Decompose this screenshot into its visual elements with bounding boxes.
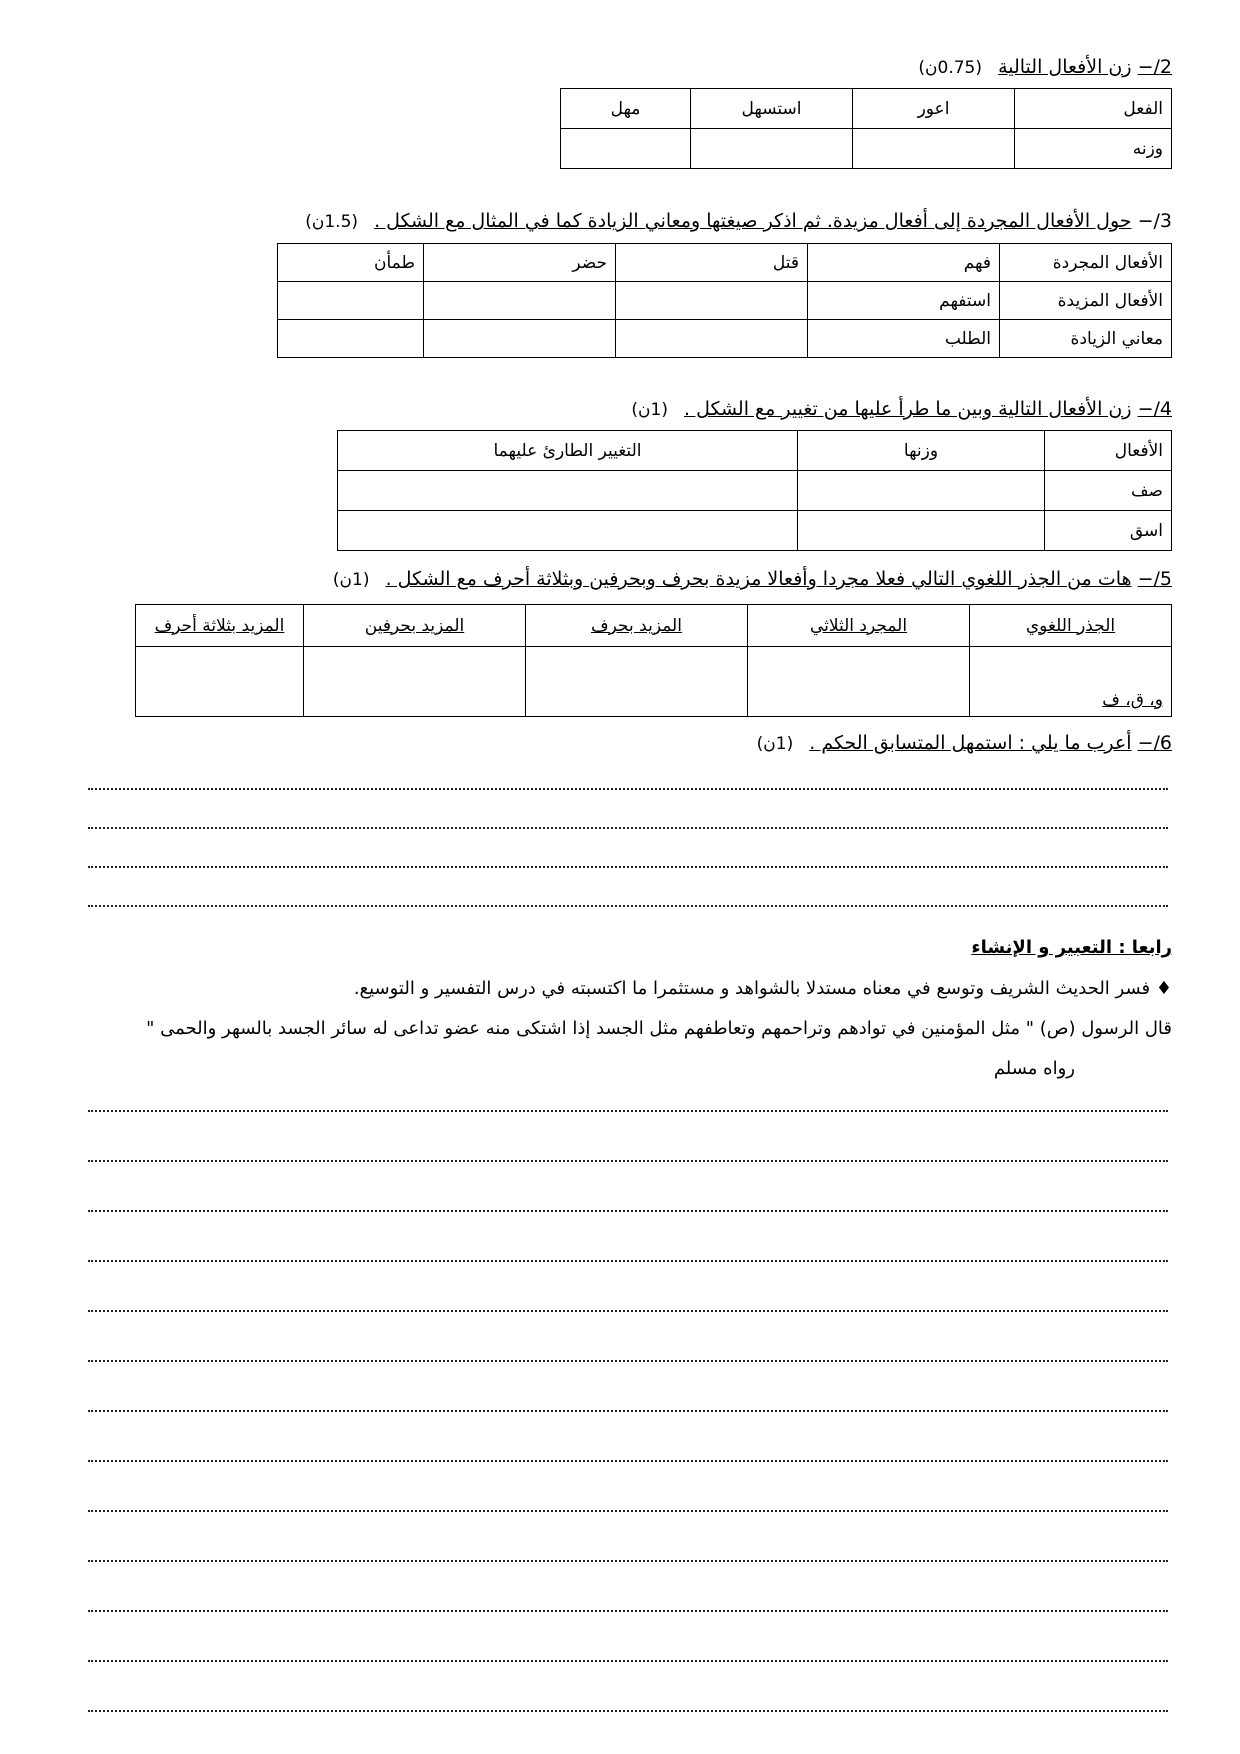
q6-mark: (1ن) [756,734,794,754]
q3-label-augmented: الأفعال المزيدة [1000,282,1172,320]
answer-line[interactable] [88,1460,1168,1462]
q3-example-meaning: الطلب [808,320,1000,358]
q5-answer-cell[interactable] [304,647,526,717]
answer-line[interactable] [88,1610,1168,1612]
q3-answer-cell[interactable] [424,320,616,358]
q3-label-meaning: معاني الزيادة [1000,320,1172,358]
answer-line[interactable] [88,1710,1168,1712]
q5-title: هات من الجذر اللغوي التالي فعلا مجردا وأفعالا مزيدة بحرف وبحرفين وبثلاثة أحرف مع الشكل . [385,568,1132,590]
q5-answer-cell[interactable] [526,647,748,717]
q4-verb-2: اسق [1045,511,1172,551]
q4-header-weight: وزنها [798,431,1045,471]
q3-label-bare: الأفعال المجردة [1000,244,1172,282]
q2-table [560,88,1172,169]
q5-header-root: الجذر اللغوي [970,605,1172,647]
q3-answer-cell[interactable] [278,320,424,358]
q2-answer-cell[interactable] [561,129,691,169]
answer-line[interactable] [88,1560,1168,1562]
q5-table [135,604,1172,717]
q2-answer-cell[interactable] [853,129,1015,169]
bullet-diamond-icon: ♦ [1155,978,1172,999]
section4-instruction: فسر الحديث الشريف وتوسع في معناه مستدلا بالشواهد و مستثمرا ما اكتسبته في درس التفسير و التوسيع. [353,978,1151,999]
q3-mark: (1.5ن) [305,212,359,232]
q2-verb-1: اعور [853,89,1015,129]
q4-heading [631,398,1172,420]
q3-table [277,243,1172,358]
answer-line[interactable] [88,1160,1168,1162]
hadith-text: قال الرسول (ص) " مثل المؤمنين في توادهم وتراحمهم وتعاطفهم مثل الجسد إذا اشتكى منه عضو تداعى له سائر الجسد بالسهر والحمى " [146,1018,1172,1039]
answer-line[interactable] [88,1510,1168,1512]
q4-answer-cell[interactable] [338,471,798,511]
answer-line[interactable] [88,905,1168,907]
q4-mark: (1ن) [631,400,668,420]
q4-header-verbs: الأفعال [1045,431,1172,471]
q3-number: 3/− [1137,210,1172,232]
answer-line[interactable] [88,1410,1168,1412]
q3-verb-2: قتل [616,244,808,282]
q4-number: 4/− [1137,398,1172,420]
q4-answer-cell[interactable] [338,511,798,551]
answer-line[interactable] [88,827,1168,829]
q3-answer-cell[interactable] [616,282,808,320]
q6-number: 6/− [1137,732,1172,754]
q2-verb-3: مهل [561,89,691,129]
q5-header-bare: المجرد الثلاثي [748,605,970,647]
q2-answer-cell[interactable] [691,129,853,169]
q2-label-verb: الفعل [1015,89,1172,129]
answer-line[interactable] [88,1360,1168,1362]
q3-title: حول الأفعال المجردة إلى أفعال مزيدة. ثم اذكر صيغتها ومعاني الزيادة كما في المثال مع الشكل . [374,210,1132,232]
q6-heading [757,732,1172,754]
q5-header-two: المزيد بحرفين [304,605,526,647]
q3-answer-cell[interactable] [616,320,808,358]
answer-line[interactable] [88,788,1168,790]
q2-mark: (0.75ن) [918,58,983,78]
answer-line[interactable] [88,1260,1168,1262]
answer-line[interactable] [88,1310,1168,1312]
q2-label-weight: وزنه [1015,129,1172,169]
section4-heading: رابعا : التعبير و الإنشاء [971,937,1172,958]
q4-answer-cell[interactable] [798,471,1045,511]
q5-answer-cell[interactable] [748,647,970,717]
q3-verb-1: فهم [808,244,1000,282]
q3-example-augmented: استفهم [808,282,1000,320]
q3-verb-4: طمأن [278,244,424,282]
answer-line[interactable] [88,1110,1168,1112]
q4-answer-cell[interactable] [798,511,1045,551]
q2-title: زن الأفعال التالية [998,56,1132,78]
q5-number: 5/− [1137,568,1172,590]
q2-heading [918,56,1172,78]
answer-line[interactable] [88,1210,1168,1212]
answer-line[interactable] [88,1660,1168,1662]
q4-header-change: التغيير الطارئ عليهما [338,431,798,471]
answer-line[interactable] [88,866,1168,868]
q4-verb-1: صف [1045,471,1172,511]
q5-mark: (1ن) [332,570,370,590]
q5-header-one: المزيد بحرف [526,605,748,647]
q3-verb-3: حضر [424,244,616,282]
q3-answer-cell[interactable] [278,282,424,320]
hadith-source: رواه مسلم [993,1058,1075,1079]
q5-header-three: المزيد بثلاثة أحرف [136,605,304,647]
q2-number: 2/− [1137,56,1172,78]
q3-heading [305,210,1172,232]
q4-table [337,430,1172,551]
q5-heading [333,568,1172,590]
q5-root: و، ق، ف [970,647,1172,717]
q2-verb-2: استسهل [691,89,853,129]
q5-answer-cell[interactable] [136,647,304,717]
q3-answer-cell[interactable] [424,282,616,320]
q6-title: أعرب ما يلي : استمهل المتسابق الحكم . [809,732,1132,754]
q4-title: زن الأفعال التالية وبين ما طرأ عليها من تغيير مع الشكل . [684,398,1132,420]
section4-instruction-line [354,978,1172,999]
